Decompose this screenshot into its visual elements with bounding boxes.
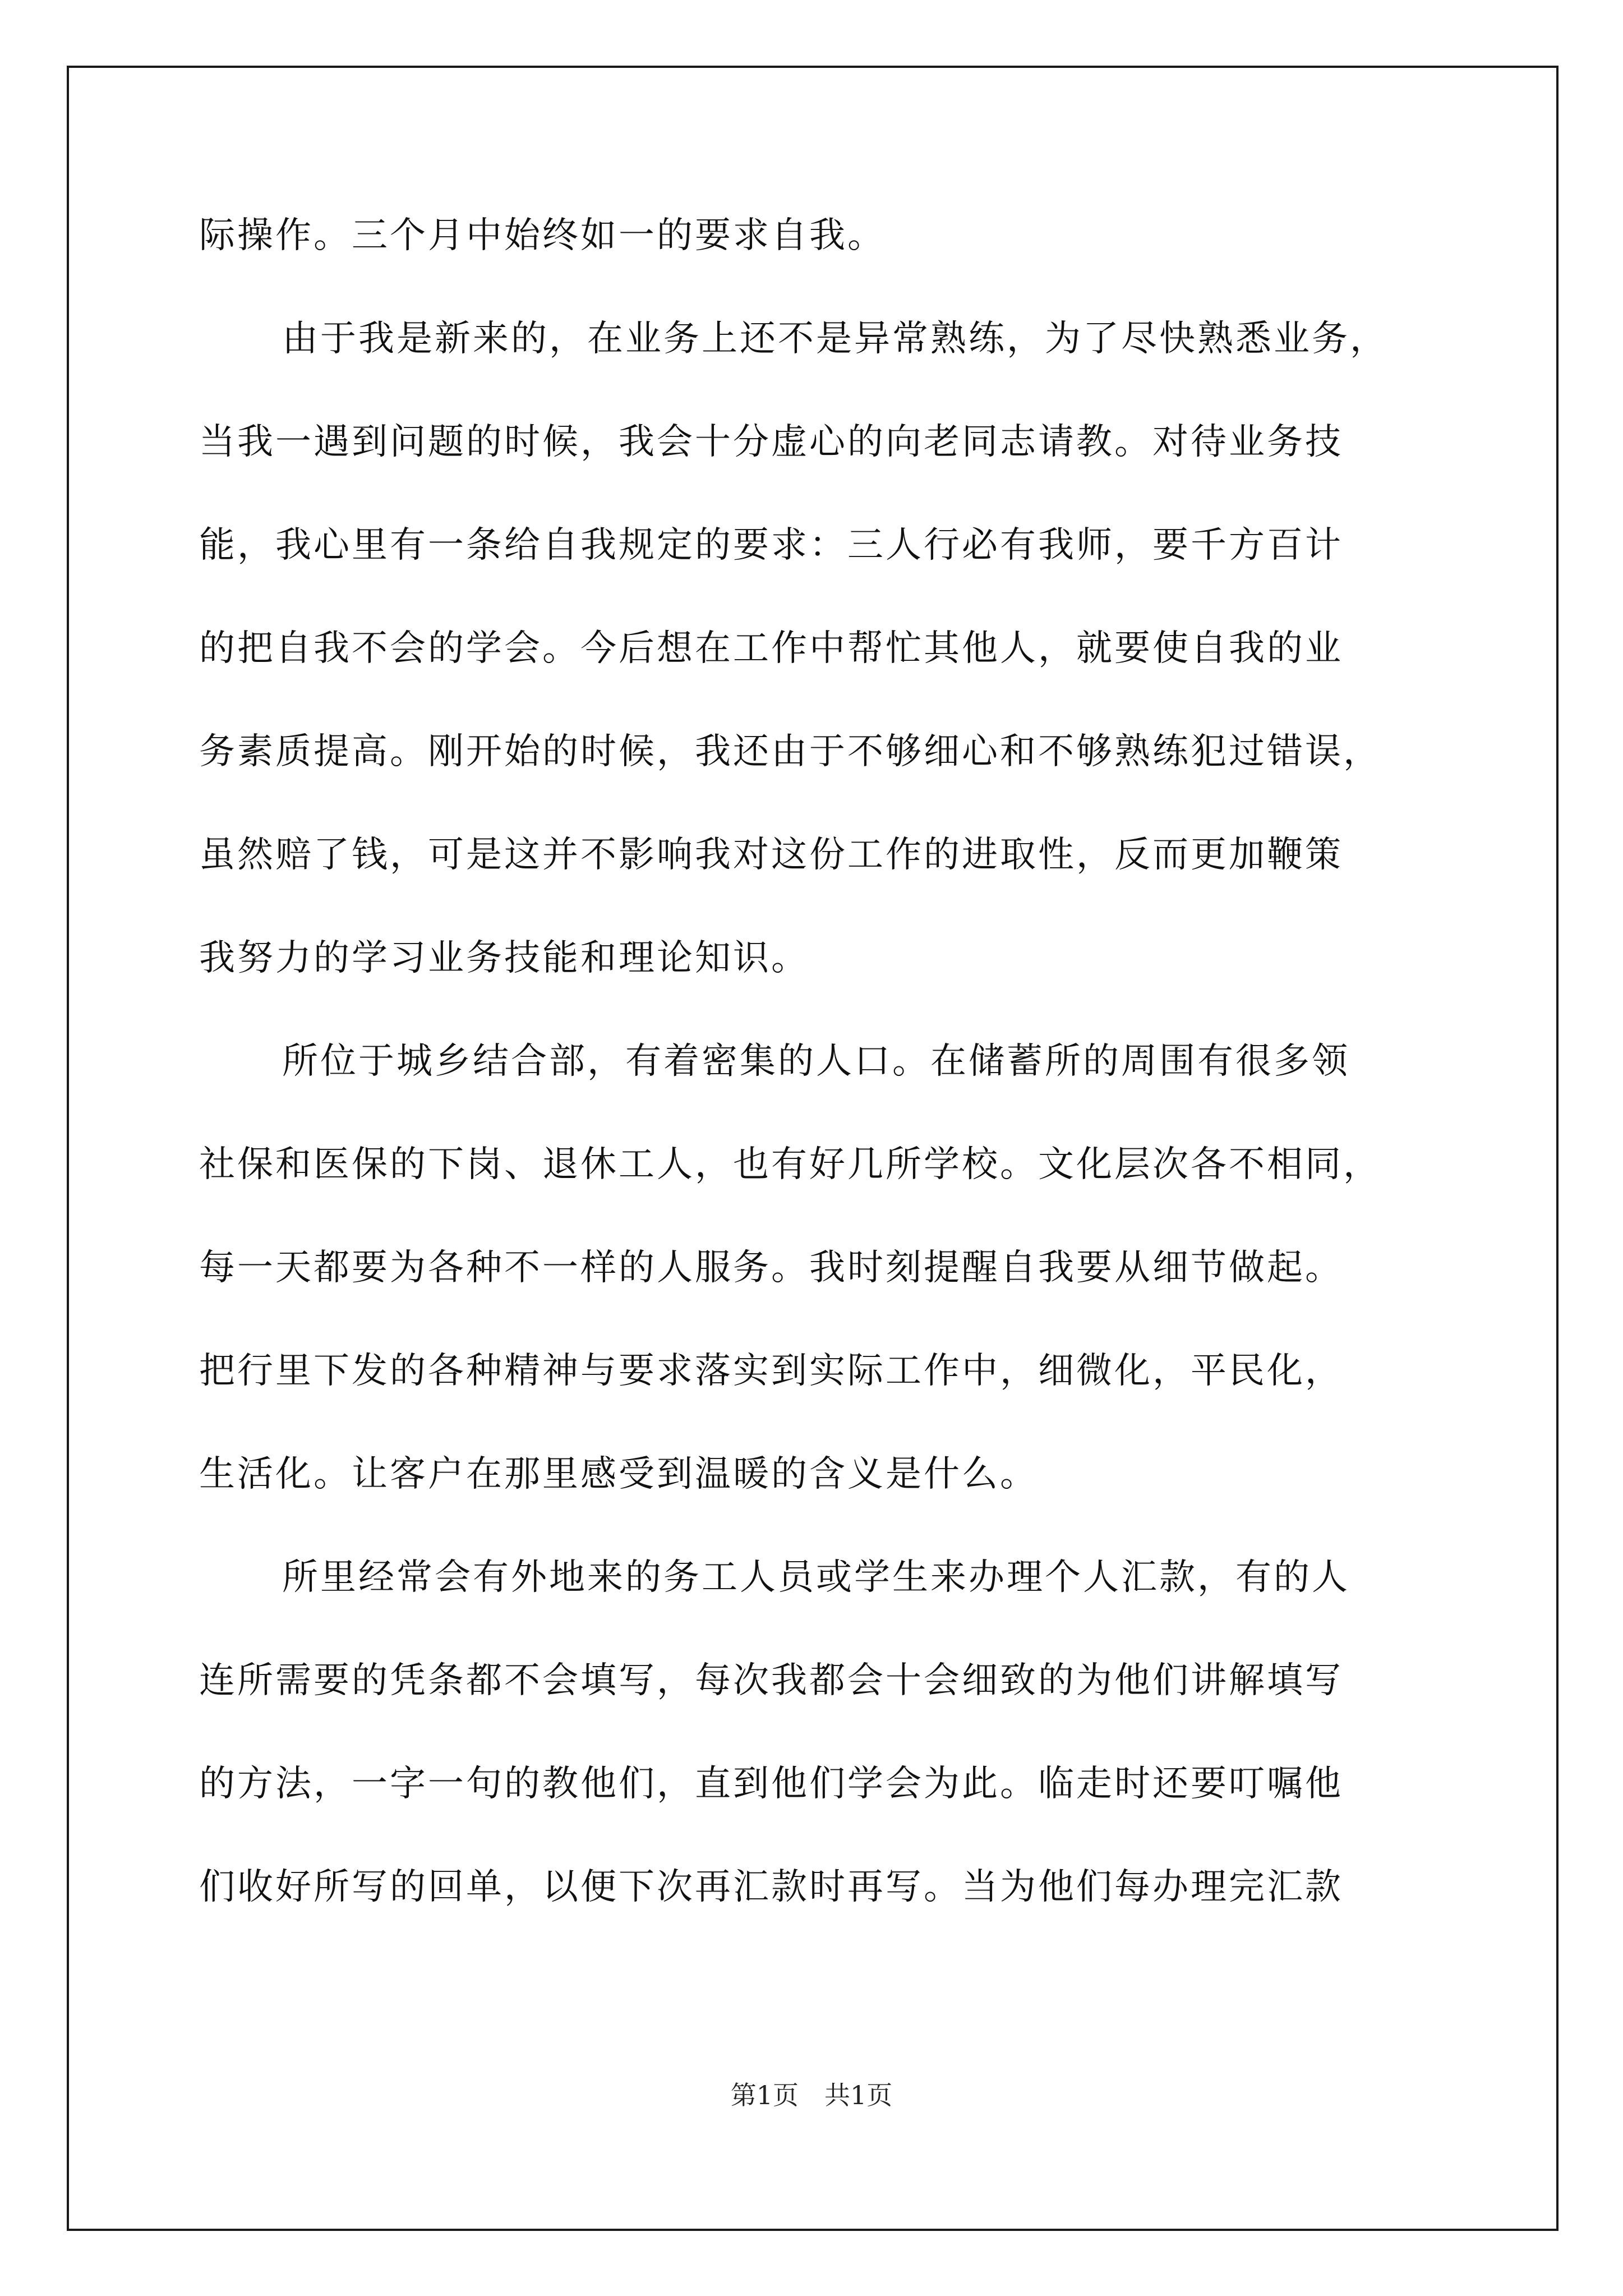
text-line: 们收好所写的回单，以便下次再汇款时再写。当为他们每办理完汇款 [199, 1866, 1343, 1908]
text-line: 每一天都要为各种不一样的人服务。我时刻提醒自我要从细节做起。 [199, 1247, 1343, 1289]
text-line: 连所需要的凭条都不会填写，每次我都会十会细致的为他们讲解填写 [199, 1660, 1343, 1701]
text-line: 际操作。三个月中始终如一的要求自我。 [199, 215, 886, 256]
text-line: 虽然赔了钱，可是这并不影响我对这份工作的进取性，反而更加鞭策 [199, 834, 1343, 876]
paragraph-first-line: 所里经常会有外地来的务工人员或学生来办理个人汇款，有的人 [282, 1557, 1350, 1598]
paragraph-first-line: 所位于城乡结合部，有着密集的人口。在储蓄所的周围有很多领 [282, 1041, 1350, 1082]
paragraph-first-line: 由于我是新来的，在业务上还不是异常熟练，为了尽快熟悉业务， [282, 318, 1388, 360]
text-line: 的方法，一字一句的教他们，直到他们学会为此。临走时还要叮嘱他 [199, 1763, 1343, 1805]
text-line: 能，我心里有一条给自我规定的要求：三人行必有我师，要千方百计 [199, 524, 1343, 566]
text-line: 的把自我不会的学会。今后想在工作中帮忙其他人，就要使自我的业 [199, 628, 1343, 669]
text-line: 我努力的学习业务技能和理论知识。 [199, 937, 809, 979]
text-line: 把行里下发的各种精神与要求落实到实际工作中，细微化，平民化， [199, 1350, 1343, 1392]
text-line: 社保和医保的下岗、退休工人，也有好几所学校。文化层次各不相同， [199, 1144, 1381, 1185]
text-line: 当我一遇到问题的时候，我会十分虚心的向老同志请教。对待业务技 [199, 421, 1343, 463]
text-line: 生活化。让客户在那里感受到温暖的含义是什么。 [199, 1453, 1038, 1495]
text-line: 务素质提高。刚开始的时候，我还由于不够细心和不够熟练犯过错误， [199, 731, 1381, 772]
document-body [199, 210, 1433, 1965]
page-number: 第1页 共1页 [730, 2080, 893, 2110]
